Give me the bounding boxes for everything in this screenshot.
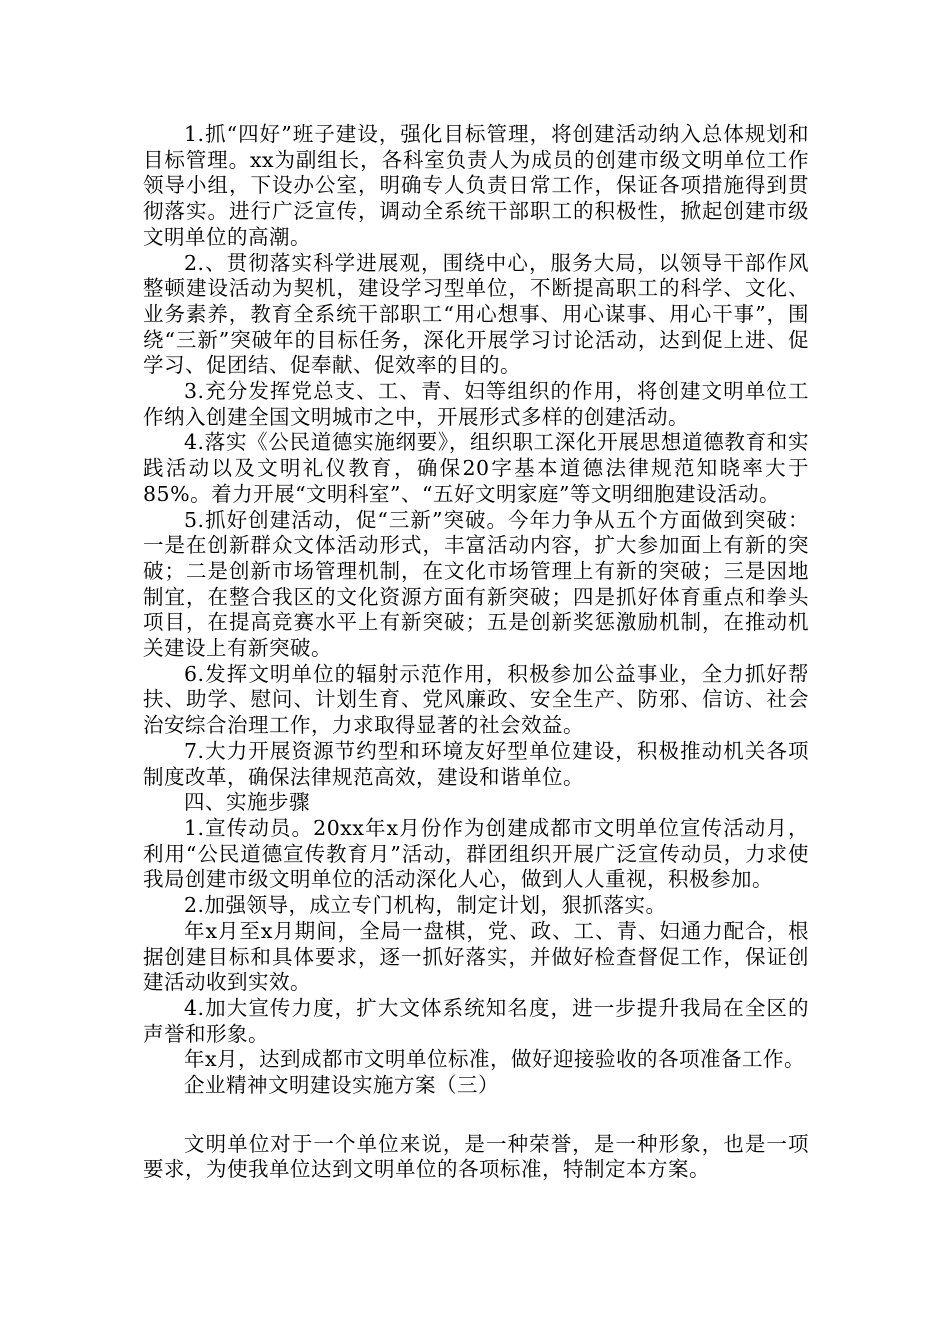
paragraph-2: 2.、贯彻落实科学进展观，围绕中心，服务大局，以领导干部作风整顿建设活动为契机，建设学习型单位，不断提高职工的科学、文化、业务素养，教育全系统干部职工“用心想事、用心谋事、用心干事”，围绕“三新”突破年的目标任务，深化开展学习讨论活动，达到促上进、促学习、促团结、促奉献、促效率的目的。	[143, 250, 809, 378]
paragraph-4: 4.落实《公民道德实施纲要》，组织职工深化开展思想道德教育和实践活动以及文明礼仪教育，确保20字基本道德法律规范知晓率大于85%。着力开展“文明科室”、“五好文明家庭”等文明细胞建设活动。	[143, 430, 809, 506]
paragraph-5: 5.抓好创建活动，促“三新”突破。今年力争从五个方面做到突破：一是在创新群众文体活动形式，丰富活动内容，扩大参加面上有新的突破；二是创新市场管理机制，在文化市场管理上有新的突破；三是因地制宜，在整合我区的文化资源方面有新突破；四是抓好体育重点和拳头项目，在提高竞赛水平上有新突破；五是创新奖惩激励机制，在推动机关建设上有新突破。	[143, 507, 809, 661]
paragraph-6: 6.发挥文明单位的辐射示范作用，积极参加公益事业，全力抓好帮扶、助学、慰问、计划生育、党风廉政、安全生产、防邪、信访、社会治安综合治理工作，力求取得显著的社会效益。	[143, 661, 809, 738]
paragraph-3: 3.充分发挥党总支、工、青、妇等组织的作用，将创建文明单位工作纳入创建全国文明城市之中，开展形式多样的创建活动。	[143, 379, 809, 429]
paragraph-1: 1.抓“四好”班子建设，强化目标管理，将创建活动纳入总体规划和目标管理。xx为副组长，各科室负责人为成员的创建市级文明单位工作领导小组，下设办公室，明确专人负责日常工作，保证各项措施得到贯彻落实。进行广泛宣传，调动全系统干部职工的积极性，掀起创建市级文明单位的高潮。	[143, 122, 809, 249]
step-2-paragraph: 2.加强领导，成立专门机构，制定计划，狠抓落实。	[184, 893, 667, 918]
paragraph-7: 7.大力开展资源节约型和环境友好型单位建设，积极推动机关各项制度改革，确保法律规范高效，建设和谐单位。	[143, 738, 809, 789]
step-5-paragraph: 年x月，达到成都市文明单位标准，做好迎接验收的各项准备工作。	[184, 1047, 806, 1072]
section-heading-implementation-steps: 四、实施步骤	[184, 790, 310, 815]
step-1-paragraph: 1.宣传动员。20xx年x月份作为创建成都市文明单位宣传活动月，利用“公民道德宣传教育月”活动，群团组织开展广泛宣传动员，力求使我局创建市级文明单位的活动深化人心，做到人人重视，积极参加。	[143, 815, 809, 892]
closing-paragraph: 文明单位对于一个单位来说，是一种荣誉，是一种形象，也是一项要求，为使我单位达到文明单位的各项标准，特制定本方案。	[143, 1131, 809, 1182]
document-subtitle: 企业精神文明建设实施方案（三）	[184, 1073, 499, 1098]
step-4-paragraph: 4.加大宣传力度，扩大文体系统知名度，进一步提升我局在全区的声誉和形象。	[143, 995, 809, 1046]
document-body	[143, 122, 809, 1183]
step-3-paragraph: 年x月至x月期间，全局一盘棋，党、政、工、青、妇通力配合，根据创建目标和具体要求，逐一抓好落实，并做好检查督促工作，保证创建活动收到实效。	[143, 918, 809, 995]
blank-line	[143, 1099, 809, 1132]
